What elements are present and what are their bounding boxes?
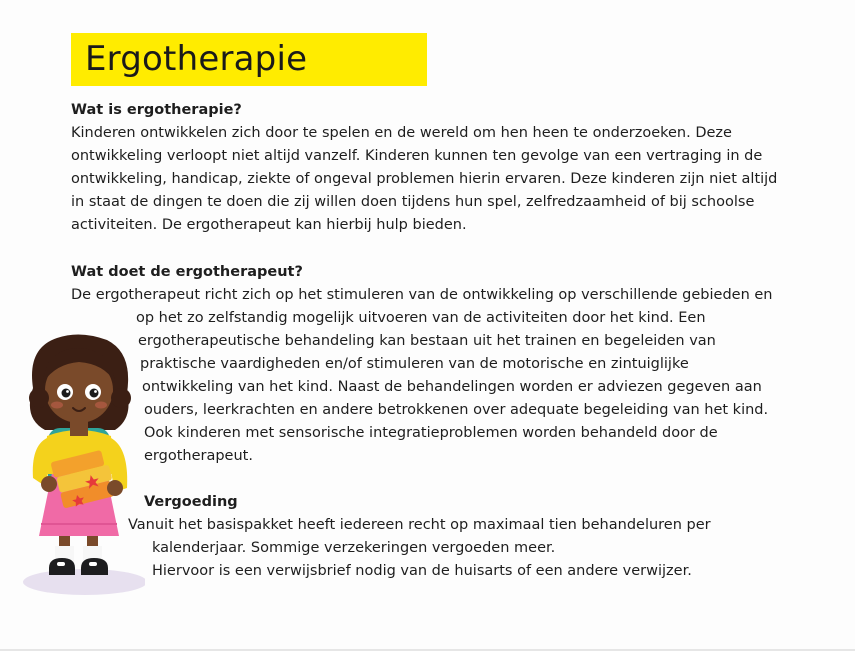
paragraph-line: Vanuit het basispakket heeft iedereen recht op maximaal tien behandeluren per (128, 517, 711, 533)
title-highlight (71, 33, 427, 86)
paragraph-line: Kinderen ontwikkelen zich door te spelen en de wereld om hen heen te onderzoeken. Deze (71, 125, 732, 141)
right-shoe (81, 558, 108, 575)
paragraph-line: in staat de dingen te doen die zij willen doen tijdens hun spel, zelfredzaamheid of bij schoolse (71, 194, 755, 210)
section-heading-vergoeding: Vergoeding (144, 494, 238, 510)
paragraph-line: ontwikkeling, handicap, ziekte of ongeval problemen hierin ervaren. Deze kinderen zijn niet altijd (71, 171, 778, 187)
paragraph-line: ouders, leerkrachten en andere betrokkenen over adequate begeleiding van het kind. (144, 402, 769, 418)
paragraph-line: op het zo zelfstandig mogelijk uitvoeren van de activiteiten door het kind. Een (136, 310, 706, 326)
paragraph-line: kalenderjaar. Sommige verzekeringen vergoeden meer. (152, 540, 556, 556)
left-hand (41, 476, 57, 492)
paragraph-line: ontwikkeling van het kind. Naast de behandelingen worden er adviezen gegeven aan (142, 379, 762, 395)
paragraph-line: Ook kinderen met sensorische integratieproblemen worden behandeld door de (144, 425, 718, 441)
right-hand (107, 480, 123, 496)
paragraph-line: ontwikkeling verloopt niet altijd vanzelf. Kinderen kunnen ten gevolge van een vertraging in de (71, 148, 763, 164)
paragraph-line: De ergotherapeut richt zich op het stimuleren van de ontwikkeling op verschillende gebieden en (71, 287, 773, 303)
page-title: Ergotherapie (85, 39, 308, 79)
paragraph-line: praktische vaardigheden en/of stimuleren van de motorische en zintuiglijke (140, 356, 689, 372)
section-heading-what-does: Wat doet de ergotherapeut? (71, 264, 303, 280)
paragraph-line: ergotherapeutische behandeling kan bestaan uit het trainen en begeleiden van (138, 333, 716, 349)
paragraph-line: activiteiten. De ergotherapeut kan hierbij hulp bieden. (71, 217, 467, 233)
paragraph-line: ergotherapeut. (144, 448, 253, 464)
girl-holding-books-illustration (15, 328, 145, 603)
left-shoe (49, 558, 75, 575)
section-heading-what-is: Wat is ergotherapie? (71, 102, 242, 118)
paragraph-line: Hiervoor is een verwijsbrief nodig van de huisarts of een andere verwijzer. (152, 563, 692, 579)
